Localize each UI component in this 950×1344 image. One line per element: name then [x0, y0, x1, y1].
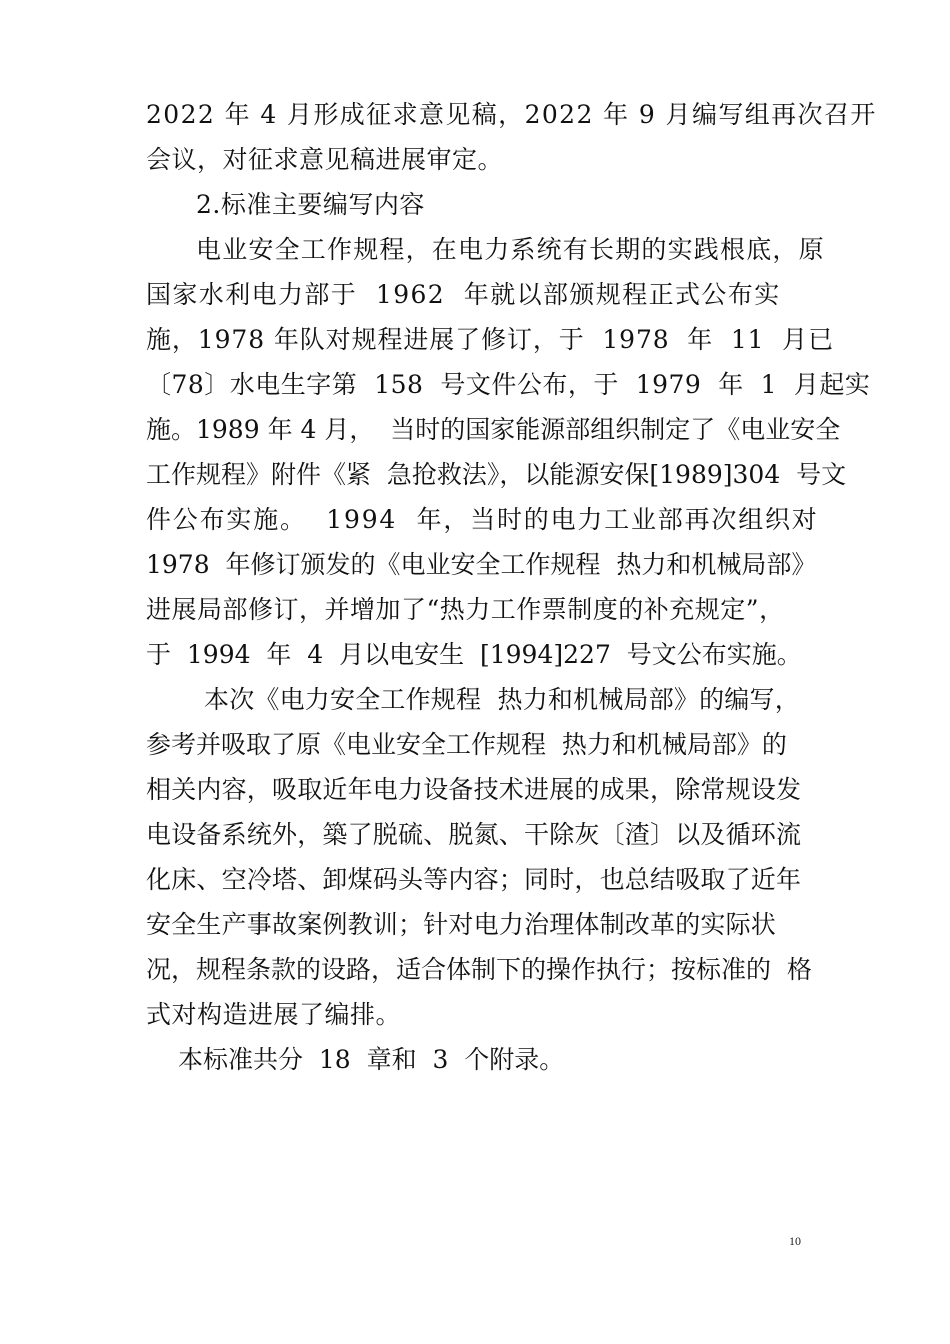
- page-number: 10: [789, 1234, 801, 1248]
- text-line: 安全生产事故案例教训；针对电力治理体制改革的实际状: [146, 910, 777, 939]
- text-line: 相关内容，吸取近年电力设备技术进展的成果，除常规设发: [146, 775, 802, 804]
- text-line: 国家水利电力部于 1962 年就以部颁规程正式公布实: [146, 280, 781, 309]
- text-line: 施，1978 年队对规程进展了修订，于 1978 年 11 月已: [146, 325, 834, 354]
- text-line: 施。1989 年 4 月， 当时的国家能源部组织制定了《电业安全: [146, 415, 841, 444]
- text-line: 2022 年 4 月形成征求意见稿，2022 年 9 月编写组再次召开: [146, 100, 877, 129]
- text-line: 会议，对征求意见稿进展审定。: [146, 145, 504, 174]
- text-line: 1978 年修订颁发的《电业安全工作规程 热力和机械局部》: [146, 550, 817, 579]
- text-line: 电设备系统外，築了脱硫、脱氮、干除灰〔渣〕以及循环流: [146, 820, 802, 849]
- text-line: 于 1994 年 4 月以电安生 [1994]227 号文公布实施。: [146, 640, 802, 669]
- text-line: 况，规程条款的设路，适合体制下的操作执行；按标准的 格: [146, 955, 812, 984]
- section-heading: 2.标准主要编写内容: [196, 190, 425, 219]
- text-line: 化床、空冷塔、卸煤码头等内容；同时，也总结吸取了近年: [146, 865, 802, 894]
- text-line: 本标准共分 18 章和 3 个附录。: [178, 1045, 565, 1074]
- text-line: 电业安全工作规程，在电力系统有长期的实践根底，原: [196, 235, 825, 264]
- text-line: 参考并吸取了原《电业安全工作规程 热力和机械局部》的: [146, 730, 787, 759]
- text-line: 式对构造进展了编排。: [146, 1000, 402, 1029]
- text-line: 进展局部修订，并增加了“热力工作票制度的补充规定”，: [146, 595, 785, 624]
- text-line: 工作规程》附件《紧 急抢救法》，以能源安保[1989]304 号文: [146, 460, 847, 489]
- text-line: 本次《电力安全工作规程 热力和机械局部》的编写，: [204, 685, 800, 714]
- text-line: 件公布实施。 1994 年，当时的电力工业部再次组织对: [146, 505, 819, 534]
- text-line: 〔78〕水电生字第 158 号文件公布，于 1979 年 1 月起实: [146, 370, 871, 399]
